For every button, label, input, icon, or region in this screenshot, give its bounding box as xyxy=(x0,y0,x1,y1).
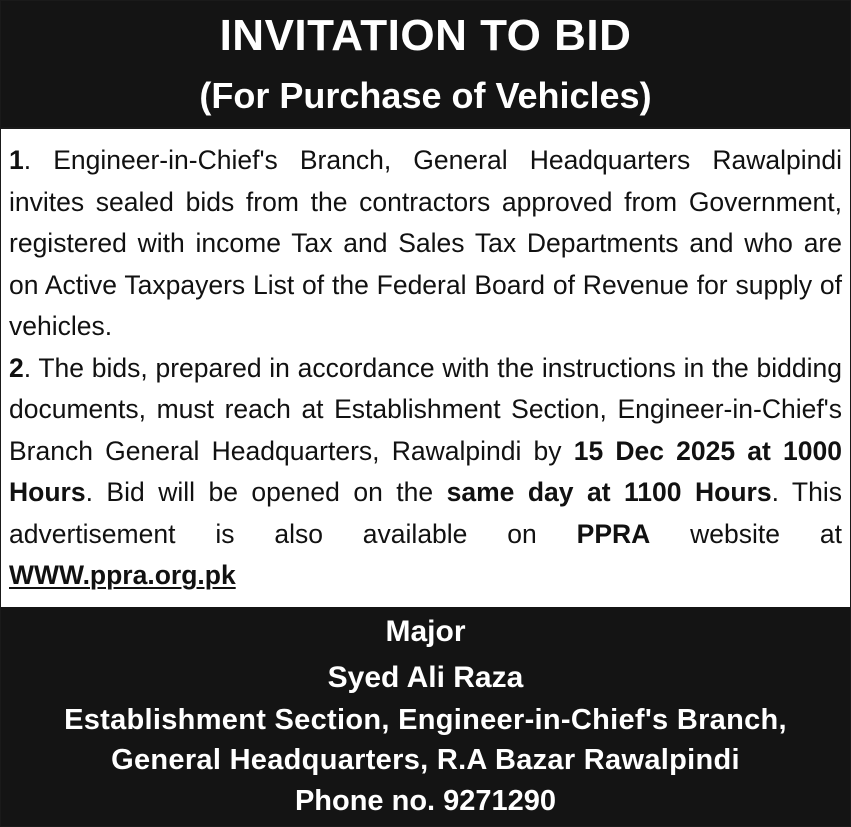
bid-deadline: 15 Dec 2025 at 1000 Hours xyxy=(9,435,842,507)
paragraph-2-number: 2 xyxy=(9,352,24,383)
bid-opening-time: same day at 1100 Hours xyxy=(446,477,772,507)
paragraph-2-text-d: website at xyxy=(650,518,842,549)
paragraph-1 xyxy=(9,140,842,348)
paragraph-1-number: 1 xyxy=(9,145,24,175)
paragraph-1-text: . Engineer-in-Chief's Branch, General Headquarters Rawalpindi invites sealed bids from the contractors approved from Government, registered with income Tax and Sales Tax Departments and who are on Active Taxpayers List of the Federal Board of Revenue for supply of vehicles. xyxy=(9,145,842,341)
address-line-2: General Headquarters, R.A Bazar Rawalpindi xyxy=(111,744,740,776)
ad-body xyxy=(1,129,850,607)
ad-title: INVITATION TO BID xyxy=(219,11,632,60)
signatory-name: Syed Ali Raza xyxy=(327,661,524,694)
paragraph-2 xyxy=(9,348,842,597)
ad-subtitle: (For Purchase of Vehicles) xyxy=(199,75,652,116)
ppra-name: PPRA xyxy=(576,518,651,549)
paragraph-2-text-c: . This advertisement is also available on xyxy=(9,477,842,549)
ppra-website-link[interactable]: WWW.ppra.org.pk xyxy=(9,560,236,590)
phone-number: Phone no. 9271290 xyxy=(294,785,557,817)
paragraph-2-text-a: . The bids, prepared in accordance with the instructions in the bidding documents, must reach at Establishment Section, Engineer-in-Chief's Branch General Headquarters, Rawalpindi by xyxy=(9,352,842,466)
paragraph-2-text-b: . Bid will be opened on the xyxy=(85,477,447,507)
footer-band xyxy=(1,607,850,826)
header-band xyxy=(1,1,850,129)
address-line-1: Establishment Section, Engineer-in-Chief's Branch, xyxy=(64,704,787,736)
signatory-rank: Major xyxy=(385,615,466,648)
